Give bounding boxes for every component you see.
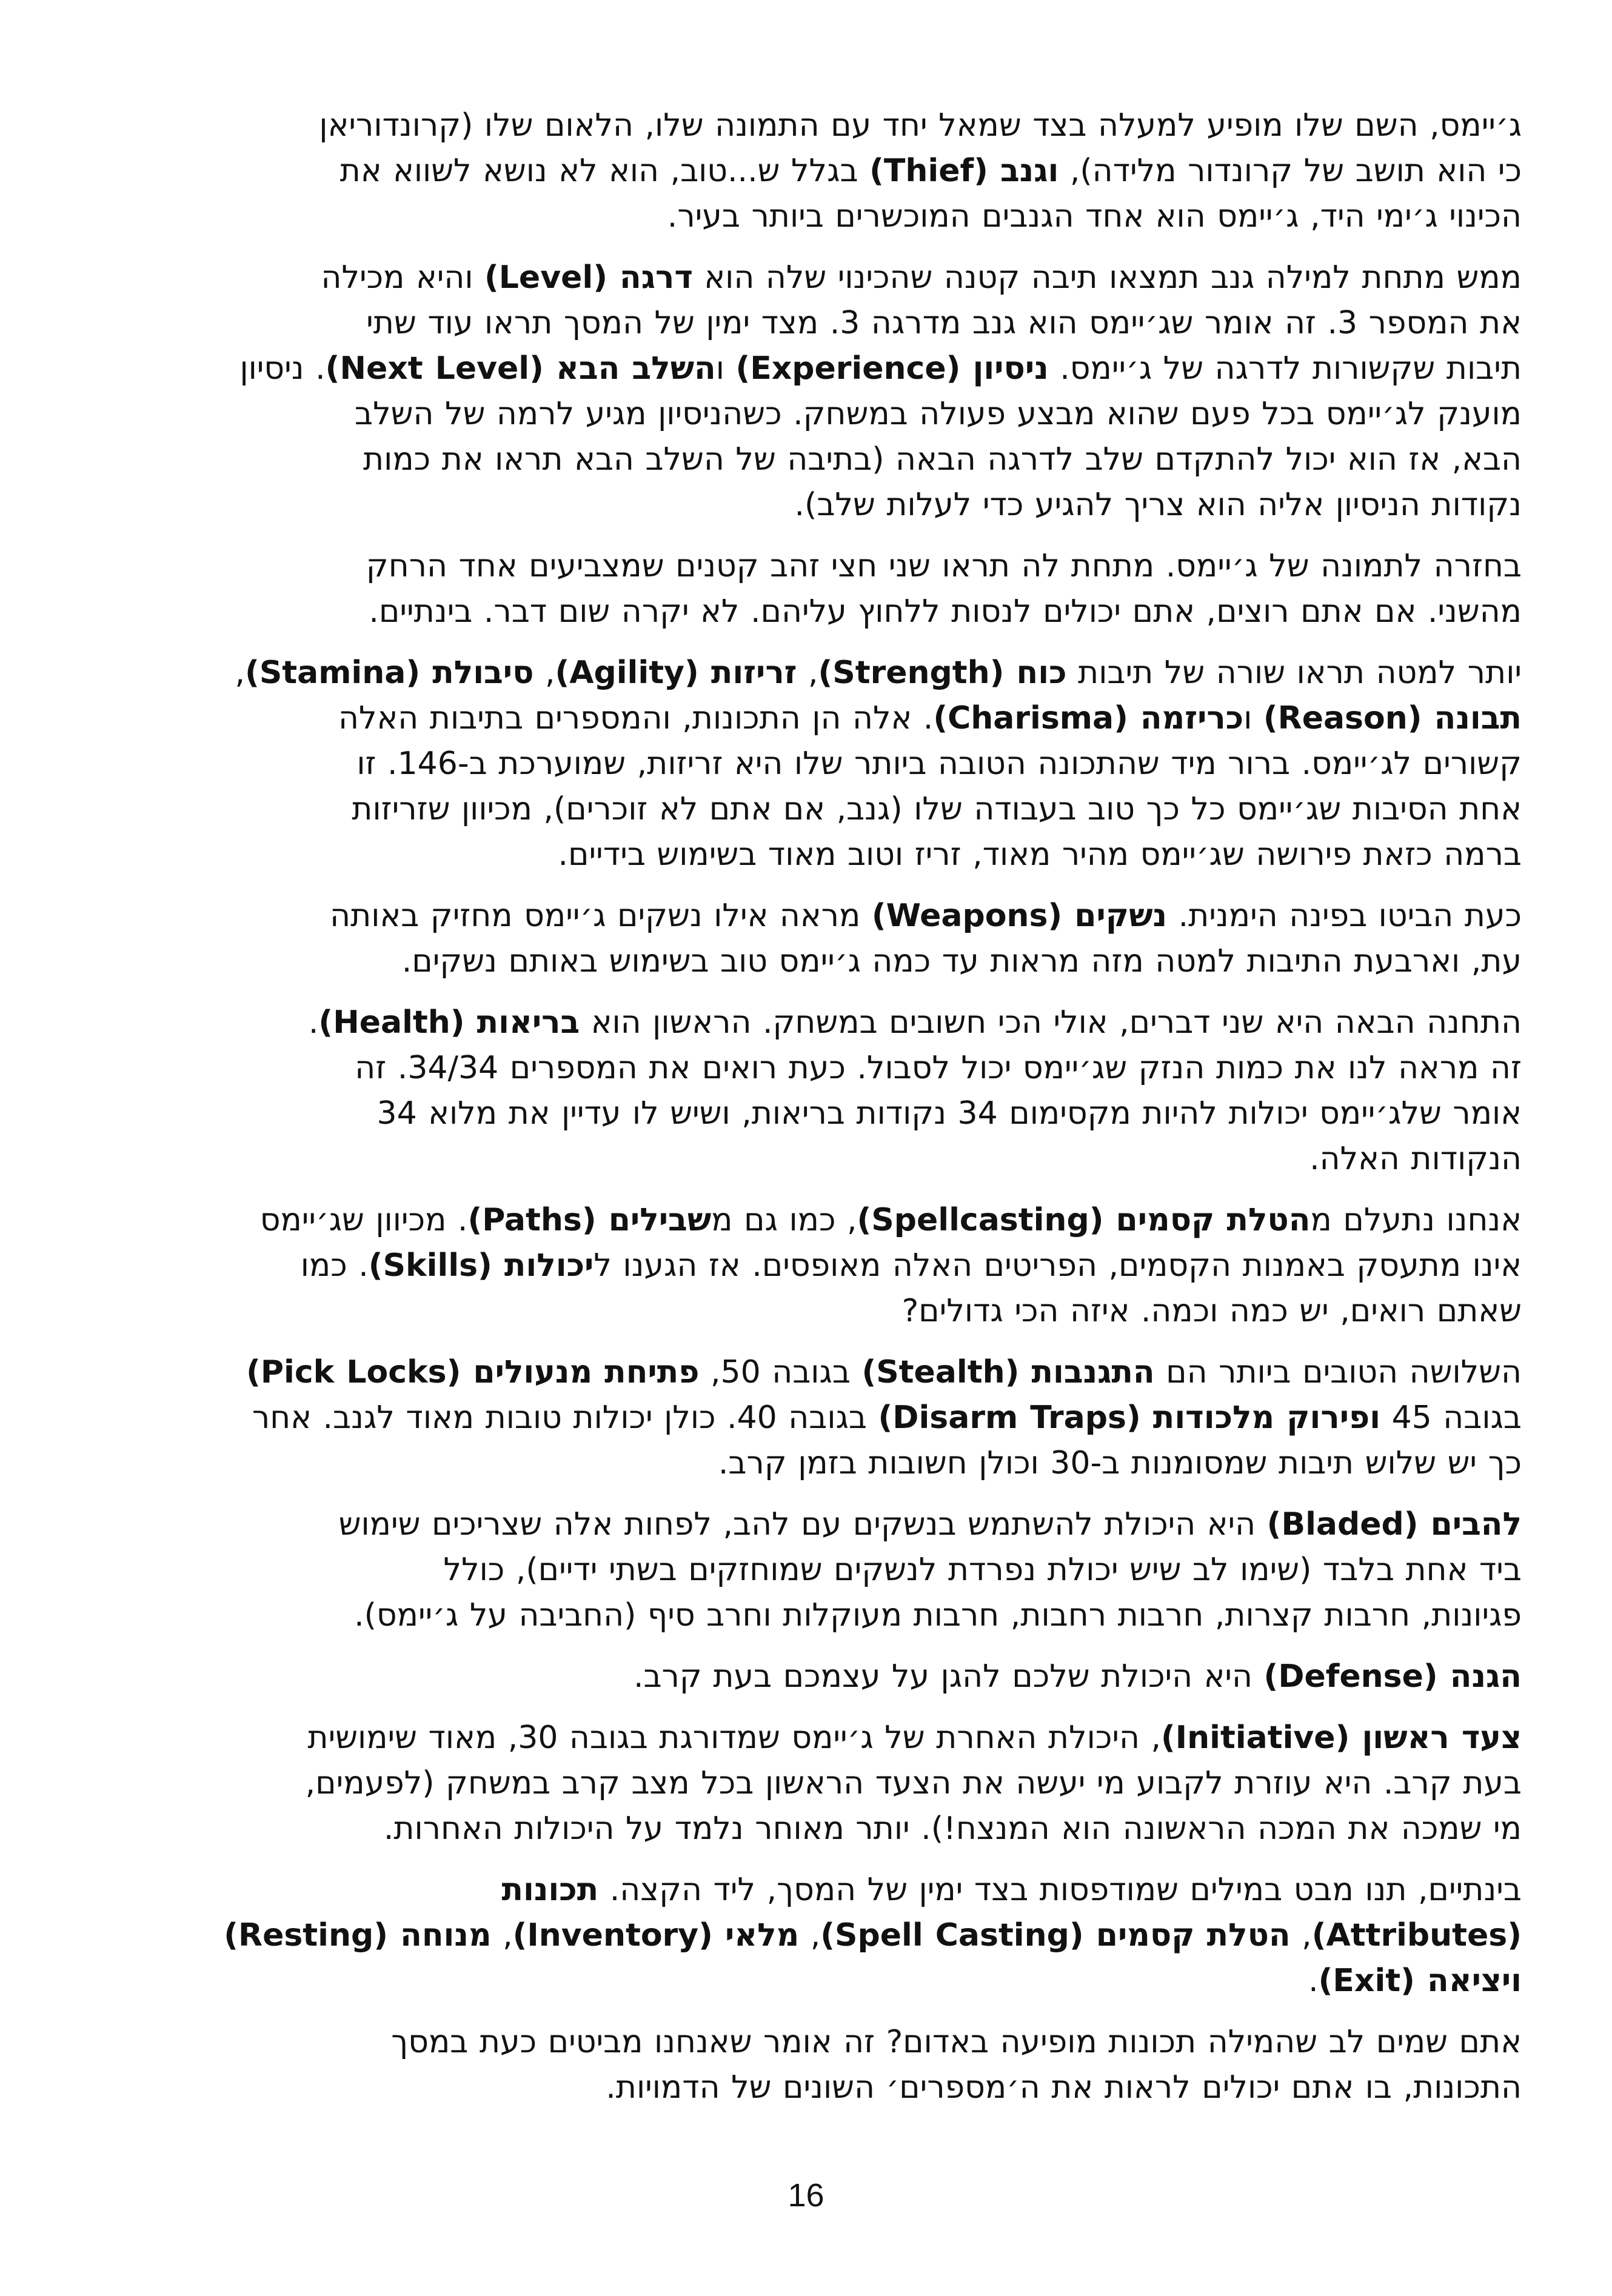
text-segment: יותר למטה תראו שורה של תיבות bbox=[1066, 655, 1522, 691]
text-line bbox=[91, 1867, 1522, 1913]
text-segment: בגובה 40. כולן יכולות טובות מאוד לגנב. אחר bbox=[252, 1400, 878, 1436]
text-segment: אנחנו נתעלם מ bbox=[1310, 1202, 1522, 1238]
paragraph bbox=[91, 650, 1522, 878]
text-line bbox=[91, 1593, 1522, 1638]
text-line bbox=[91, 103, 1522, 149]
text-segment: אחת הסיבות שג׳יימס כל כך טוב בעבודה שלו (גנב, אם אתם לא זוכרים), מכיוון שזריזות bbox=[352, 791, 1522, 827]
text-line bbox=[91, 346, 1522, 392]
bold-term: צעד ראשון (Initiative) bbox=[1161, 1720, 1522, 1756]
paragraph bbox=[91, 1715, 1522, 1852]
text-line bbox=[91, 1547, 1522, 1593]
text-line bbox=[91, 1441, 1522, 1486]
text-line bbox=[91, 1091, 1522, 1136]
paragraph bbox=[91, 1654, 1522, 1700]
text-segment: התכונות, בו אתם יכולים לראות את ה׳מספרים׳ השונים של הדמויות. bbox=[606, 2069, 1522, 2106]
text-segment: קשורים לג׳יימס. ברור מיד שהתכונה הטובה ביותר שלו היא זריזות, שמוערכת ב-146. זו bbox=[356, 746, 1522, 782]
text-segment: . bbox=[308, 1004, 319, 1041]
text-segment: . מכיוון שג׳יימס bbox=[259, 1202, 468, 1238]
text-line bbox=[91, 1000, 1522, 1046]
text-line bbox=[91, 787, 1522, 832]
text-line bbox=[91, 1046, 1522, 1091]
text-line bbox=[91, 832, 1522, 878]
text-segment: אתם שמים לב שהמילה תכונות מופיעה באדום? זה אומר שאנחנו מביטים כעת במסך bbox=[391, 2024, 1522, 2060]
bold-term: (Attributes) bbox=[1311, 1917, 1522, 1954]
bold-term: סיבולת (Stamina) bbox=[245, 655, 534, 691]
text-line bbox=[91, 149, 1522, 194]
text-segment: כעת הביטו בפינה הימנית. bbox=[1167, 898, 1522, 934]
paragraph bbox=[91, 1502, 1522, 1638]
text-line bbox=[91, 1243, 1522, 1289]
text-line bbox=[91, 482, 1522, 528]
text-line bbox=[91, 255, 1522, 301]
bold-term: מנוחה (Resting) bbox=[224, 1917, 492, 1954]
text-segment: תיבות שקשורות לדרגה של ג׳יימס. bbox=[1048, 350, 1522, 387]
paragraph bbox=[91, 1000, 1522, 1182]
text-segment: . ניסיון bbox=[239, 350, 326, 387]
bold-term: יכולות (Skills) bbox=[368, 1247, 594, 1284]
bold-term: כוח (Strength) bbox=[818, 655, 1067, 691]
text-segment: שאתם רואים, יש כמה וכמה. איזה הכי גדולים? bbox=[901, 1293, 1522, 1329]
text-line bbox=[91, 1654, 1522, 1700]
text-line bbox=[91, 741, 1522, 787]
bold-term: דרגה (Level) bbox=[484, 259, 693, 296]
text-segment: הכינוי ג׳ימי היד, ג׳יימס הוא אחד הגנבים המוכשרים ביותר בעיר. bbox=[667, 198, 1522, 235]
paragraph bbox=[91, 2020, 1522, 2111]
text-segment: ביד אחת בלבד (שימו לב שיש יכולת נפרדת לנשקים שמוחזקים בשתי ידיים), כולל bbox=[443, 1552, 1522, 1588]
text-segment: בעת קרב. היא עוזרת לקבוע מי יעשה את הצעד הראשון בכל מצב קרב במשחק (לפעמים, bbox=[305, 1765, 1522, 1801]
text-segment: . כמו bbox=[300, 1247, 369, 1284]
text-line bbox=[91, 392, 1522, 437]
text-segment: . אלה הן התכונות, והמספרים בתיבות האלה bbox=[338, 700, 934, 736]
text-line bbox=[91, 2020, 1522, 2065]
text-segment: ג׳יימס, השם שלו מופיע למעלה בצד שמאל יחד עם התמונה שלו, הלאום שלו (קרונדוריאן bbox=[319, 107, 1522, 144]
bold-term: נשקים (Weapons) bbox=[871, 898, 1168, 934]
bold-term: הטלת קסמים (Spellcasting) bbox=[857, 1202, 1311, 1238]
text-line bbox=[91, 1136, 1522, 1182]
text-line bbox=[91, 1289, 1522, 1334]
text-segment: בחזרה לתמונה של ג׳יימס. מתחת לה תראו שני חצי זהב קטנים שמצביעים אחד הרחק bbox=[366, 548, 1522, 584]
text-segment: אומר שלג׳יימס יכולות להיות מקסימום 34 נקודות בריאות, ושיש לו עדיין את מלוא 34 bbox=[376, 1095, 1522, 1132]
text-segment: בגלל ש...טוב, הוא לא נושא לשווא את bbox=[339, 153, 870, 189]
text-segment: ו bbox=[715, 350, 736, 387]
text-line bbox=[91, 301, 1522, 346]
bold-term: וגנב (Thief) bbox=[869, 153, 1059, 189]
text-segment: כי הוא תושב של קרונדור מלידה), bbox=[1059, 153, 1522, 189]
text-segment: מוענק לג׳יימס בכל פעם שהוא מבצע פעולה במשחק. כשהניסיון מגיע לרמה של השלב bbox=[355, 396, 1522, 432]
text-segment: , bbox=[1290, 1917, 1312, 1954]
text-segment: , bbox=[533, 655, 555, 691]
page-number: 16 bbox=[788, 2177, 824, 2214]
text-line bbox=[91, 1715, 1522, 1761]
text-segment: היא היכולת שלכם להגן על עצמכם בעת קרב. bbox=[633, 1658, 1264, 1695]
paragraph bbox=[91, 544, 1522, 635]
text-segment: , bbox=[797, 655, 818, 691]
bold-term: השלב הבא (Next Level) bbox=[325, 350, 716, 387]
bold-term: מלאי (Inventory) bbox=[512, 1917, 800, 1954]
text-segment: בגובה 45 bbox=[1380, 1400, 1522, 1436]
text-segment: מראה אילו נשקים ג׳יימס מחזיק באותה bbox=[330, 898, 872, 934]
text-line bbox=[91, 1198, 1522, 1243]
text-line bbox=[91, 1502, 1522, 1547]
bold-term: פתיחת מנעולים (Pick Locks) bbox=[246, 1354, 700, 1390]
bold-term: תכונות bbox=[501, 1872, 599, 1908]
text-line bbox=[91, 696, 1522, 741]
paragraph bbox=[91, 893, 1522, 984]
text-segment: כך יש שלוש תיבות שמסומנות ב-30 וכולן חשובות בזמן קרב. bbox=[718, 1445, 1522, 1481]
text-segment: הנקודות האלה. bbox=[1309, 1141, 1522, 1177]
text-segment: עת, וארבעת התיבות למטה מזה מראות עד כמה ג׳יימס טוב בשימוש באותם נשקים. bbox=[401, 943, 1522, 979]
text-line bbox=[91, 650, 1522, 696]
text-segment: ו bbox=[1243, 700, 1263, 736]
text-line bbox=[91, 437, 1522, 482]
bold-term: התגנבות (Stealth) bbox=[861, 1354, 1155, 1390]
text-line bbox=[91, 939, 1522, 984]
text-line bbox=[91, 1806, 1522, 1852]
text-segment: אינו מתעסק באמנות הקסמים, הפריטים האלה מאופסים. אז הגענו ל bbox=[594, 1247, 1522, 1284]
bold-term: תבונה (Reason) bbox=[1263, 700, 1522, 736]
text-line bbox=[91, 1395, 1522, 1441]
text-line bbox=[91, 2065, 1522, 2111]
bold-term: ויציאה (Exit) bbox=[1318, 1963, 1522, 1999]
bold-term: שבילים (Paths) bbox=[467, 1202, 712, 1238]
text-segment: זה מראה לנו את כמות הנזק שג׳יימס יכול לסבול. כעת רואים את המספרים 34/34. זה bbox=[355, 1050, 1522, 1086]
text-segment: פגיונות, חרבות קצרות, חרבות רחבות, חרבות מעוקלות וחרב סיף (החביבה על ג׳יימס). bbox=[354, 1597, 1522, 1634]
text-line bbox=[91, 544, 1522, 589]
text-line bbox=[91, 1958, 1522, 2004]
bold-term: הגנה (Defense) bbox=[1263, 1658, 1522, 1695]
text-segment: , bbox=[235, 655, 246, 691]
paragraph bbox=[91, 1350, 1522, 1486]
bold-term: להבים (Bladed) bbox=[1266, 1506, 1522, 1543]
text-line bbox=[91, 589, 1522, 635]
text-segment: . bbox=[1308, 1963, 1319, 1999]
paragraph bbox=[91, 255, 1522, 528]
paragraph bbox=[91, 1198, 1522, 1334]
text-segment: נקודות הניסיון אליה הוא צריך להגיע כדי לעלות שלב). bbox=[794, 487, 1522, 523]
text-segment: התחנה הבאה היא שני דברים, אולי הכי חשובים במשחק. הראשון הוא bbox=[580, 1004, 1522, 1041]
paragraph bbox=[91, 103, 1522, 239]
text-segment: , bbox=[799, 1917, 821, 1954]
bold-term: זריזות (Agility) bbox=[555, 655, 797, 691]
text-segment: ברמה כזאת פירושה שג׳יימס מהיר מאוד, זריז וטוב מאוד בשימוש בידיים. bbox=[558, 836, 1522, 873]
text-line bbox=[91, 1913, 1522, 1958]
text-segment: ממש מתחת למילה גנב תמצאו תיבה קטנה שהכינוי שלה הוא bbox=[692, 259, 1522, 296]
text-segment: את המספר 3. זה אומר שג׳יימס הוא גנב מדרגה 3. מצד ימין של המסך תראו עוד שתי bbox=[366, 305, 1522, 341]
text-segment: , היכולת האחרת של ג׳יימס שמדורגת בגובה 30, מאוד שימושית bbox=[307, 1720, 1161, 1756]
text-line bbox=[91, 893, 1522, 939]
bold-term: כריזמה (Charisma) bbox=[933, 700, 1244, 736]
bold-term: ניסיון (Experience) bbox=[735, 350, 1049, 387]
text-segment: היא היכולת להשתמש בנשקים עם להב, לפחות אלה שצריכים שימוש bbox=[338, 1506, 1267, 1543]
text-segment: הבא, אז הוא יכול להתקדם שלב לדרגה הבאה (בתיבה של השלב הבא תראו את כמות bbox=[363, 441, 1522, 478]
manual-page-body bbox=[91, 103, 1522, 2106]
text-segment: השלושה הטובים ביותר הם bbox=[1154, 1354, 1522, 1390]
bold-term: הטלת קסמים (Spell Casting) bbox=[820, 1917, 1291, 1954]
text-segment: מהשני. אם אתם רוצים, אתם יכולים לנסות ללחוץ עליהם. לא יקרה שום דבר. בינתיים. bbox=[369, 593, 1522, 630]
text-segment: , כמו גם מ bbox=[711, 1202, 857, 1238]
text-segment: , bbox=[491, 1917, 513, 1954]
paragraph bbox=[91, 1867, 1522, 2004]
text-segment: בינתיים, תנו מבט במילים שמודפסות בצד ימין של המסך, ליד הקצה. bbox=[598, 1872, 1522, 1908]
text-segment: והיא מכילה bbox=[321, 259, 485, 296]
text-line bbox=[91, 1761, 1522, 1806]
bold-term: בריאות (Health) bbox=[318, 1004, 580, 1041]
text-line bbox=[91, 1350, 1522, 1395]
text-line bbox=[91, 194, 1522, 239]
bold-term: ופירוק מלכודות (Disarm Traps) bbox=[878, 1400, 1381, 1436]
text-segment: מי שמכה את המכה הראשונה הוא המנצח!). יותר מאוחר נלמד על היכולות האחרות. bbox=[383, 1810, 1522, 1847]
text-segment: בגובה 50, bbox=[699, 1354, 862, 1390]
